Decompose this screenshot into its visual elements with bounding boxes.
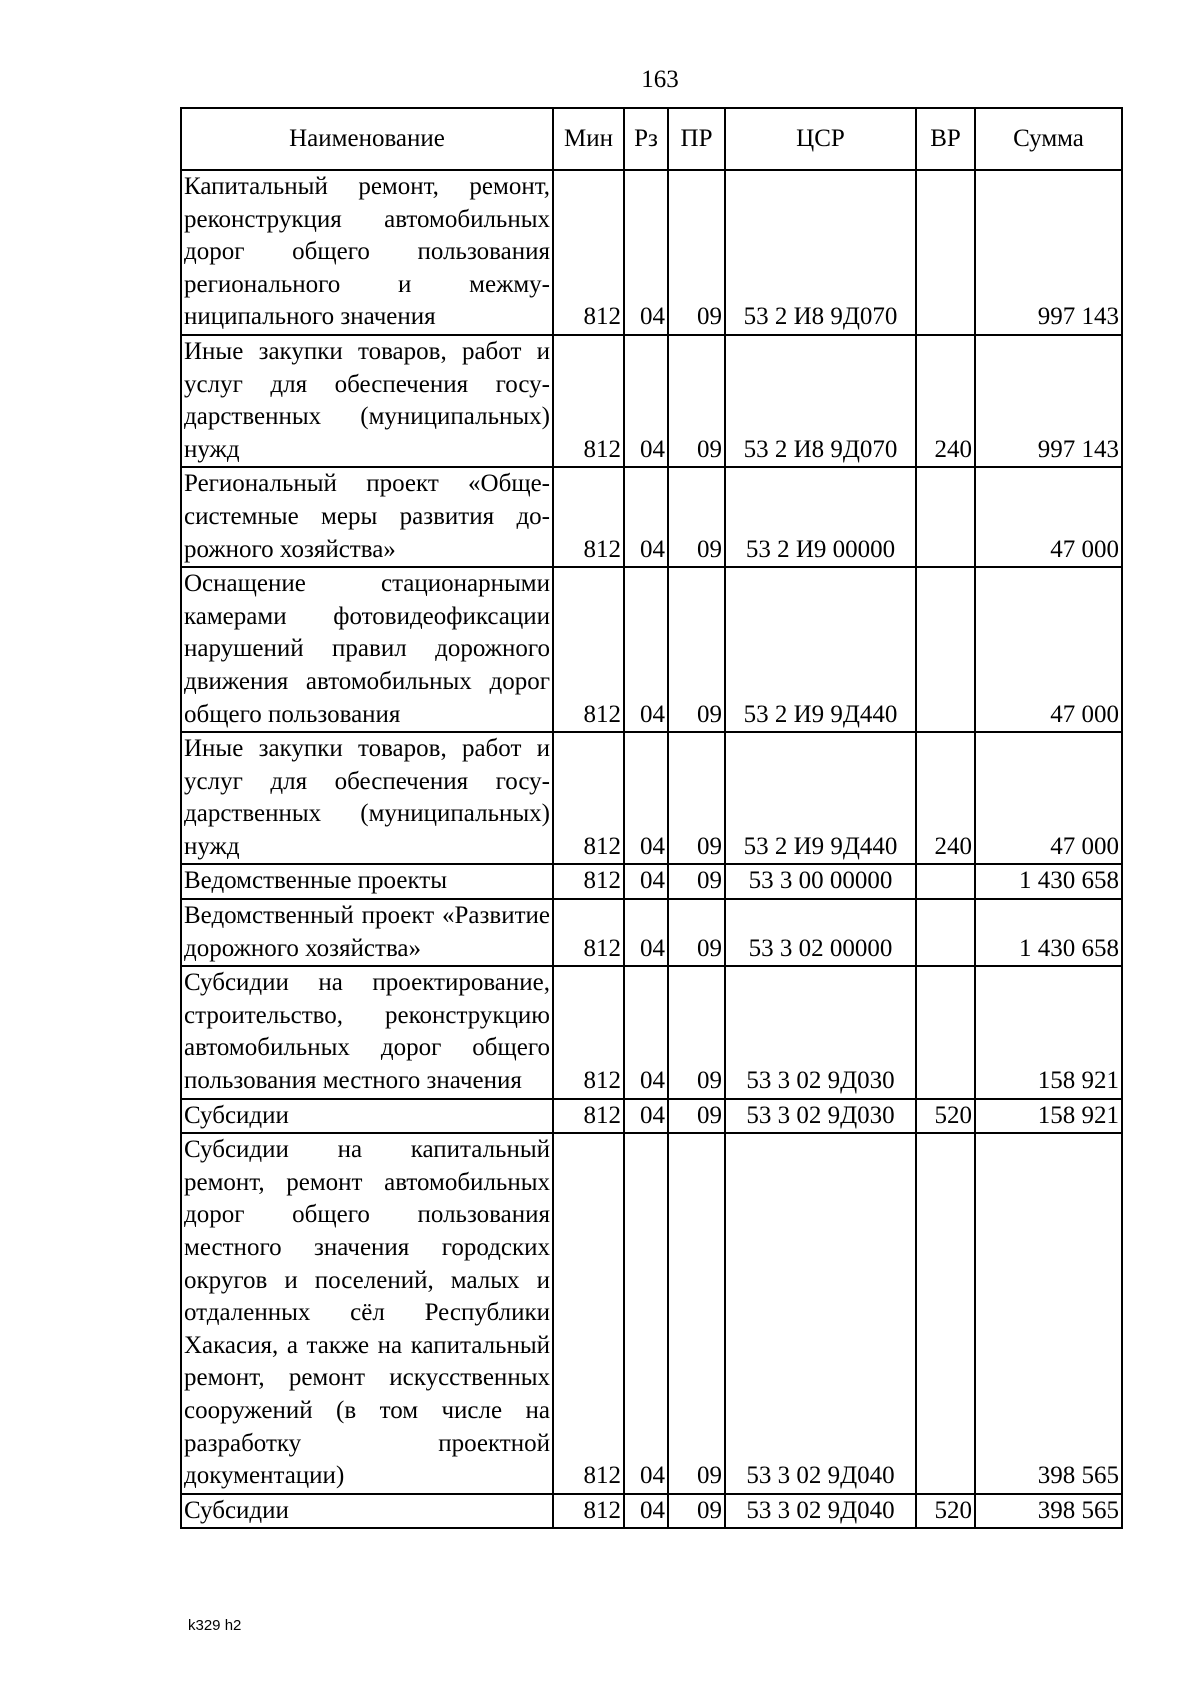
row-pr: 09 bbox=[668, 966, 725, 1098]
row-sum: 398 565 bbox=[975, 1133, 1122, 1494]
row-vr bbox=[916, 1133, 975, 1494]
row-pr: 09 bbox=[668, 899, 725, 966]
row-sum: 398 565 bbox=[975, 1494, 1122, 1529]
row-vr bbox=[916, 864, 975, 899]
row-csr: 53 3 02 9Д040 bbox=[725, 1133, 916, 1494]
row-name: Субсидии bbox=[181, 1099, 553, 1134]
row-rz: 04 bbox=[624, 864, 668, 899]
table-row bbox=[181, 864, 1122, 899]
row-pr: 09 bbox=[668, 1494, 725, 1529]
row-sum: 1 430 658 bbox=[975, 864, 1122, 899]
row-min: 812 bbox=[553, 170, 624, 335]
row-min: 812 bbox=[553, 864, 624, 899]
row-name: Капитальный ремонт, ремонт, реконструкция автомобильных дорог общего пользования регионального и межмуниципального значения bbox=[181, 170, 553, 335]
row-name: Иные закупки товаров, работ и услуг для обеспечения государственных (муниципальных) нужд bbox=[181, 732, 553, 864]
row-name: Субсидии bbox=[181, 1494, 553, 1529]
row-pr: 09 bbox=[668, 335, 725, 467]
row-min: 812 bbox=[553, 1099, 624, 1134]
row-sum: 47 000 bbox=[975, 467, 1122, 567]
row-csr: 53 3 02 00000 bbox=[725, 899, 916, 966]
footer-code: k329 h2 bbox=[188, 1617, 242, 1634]
table-row bbox=[181, 899, 1122, 966]
row-min: 812 bbox=[553, 467, 624, 567]
table-row bbox=[181, 567, 1122, 732]
row-vr bbox=[916, 899, 975, 966]
row-sum: 1 430 658 bbox=[975, 899, 1122, 966]
row-name: Региональный проект «Общесистемные меры развития дорожного хозяйства» bbox=[181, 467, 553, 567]
row-rz: 04 bbox=[624, 899, 668, 966]
row-csr: 53 3 02 9Д040 bbox=[725, 1494, 916, 1529]
row-min: 812 bbox=[553, 1133, 624, 1494]
row-min: 812 bbox=[553, 567, 624, 732]
row-pr: 09 bbox=[668, 567, 725, 732]
row-sum: 997 143 bbox=[975, 170, 1122, 335]
row-rz: 04 bbox=[624, 467, 668, 567]
row-vr bbox=[916, 567, 975, 732]
table-row bbox=[181, 1133, 1122, 1494]
row-csr: 53 2 И9 00000 bbox=[725, 467, 916, 567]
row-pr: 09 bbox=[668, 170, 725, 335]
row-name: Иные закупки товаров, работ и услуг для обеспечения государственных (муниципальных) нужд bbox=[181, 335, 553, 467]
row-vr bbox=[916, 170, 975, 335]
row-pr: 09 bbox=[668, 732, 725, 864]
row-name: Ведомственный проект «Развитие дорожного хозяйства» bbox=[181, 899, 553, 966]
row-rz: 04 bbox=[624, 170, 668, 335]
row-vr: 520 bbox=[916, 1494, 975, 1529]
row-pr: 09 bbox=[668, 1133, 725, 1494]
row-name: Субсидии на проектирование, строительство, реконструкцию автомобильных дорог общего пользования местного значения bbox=[181, 966, 553, 1098]
row-vr: 520 bbox=[916, 1099, 975, 1134]
row-sum: 997 143 bbox=[975, 335, 1122, 467]
row-vr bbox=[916, 467, 975, 567]
row-sum: 47 000 bbox=[975, 732, 1122, 864]
row-name: Ведомственные проекты bbox=[181, 864, 553, 899]
row-csr: 53 3 00 00000 bbox=[725, 864, 916, 899]
row-rz: 04 bbox=[624, 335, 668, 467]
table-row bbox=[181, 467, 1122, 567]
row-vr: 240 bbox=[916, 335, 975, 467]
table-row bbox=[181, 966, 1122, 1098]
table-row bbox=[181, 1099, 1122, 1134]
row-min: 812 bbox=[553, 966, 624, 1098]
row-sum: 47 000 bbox=[975, 567, 1122, 732]
row-rz: 04 bbox=[624, 1099, 668, 1134]
table-row bbox=[181, 732, 1122, 864]
row-csr: 53 3 02 9Д030 bbox=[725, 966, 916, 1098]
col-header-rz: Рз bbox=[624, 108, 668, 170]
page-number: 163 bbox=[641, 66, 679, 93]
row-name: Субсидии на капитальный ремонт, ремонт автомобильных дорог общего пользования местного значения городских округов и поселений, малых и отдаленных сёл Республики Хакасия, а также на капитальный ремонт, ремонт искусственных сооружений (в том числе на разработку проектной документации) bbox=[181, 1133, 553, 1494]
row-vr: 240 bbox=[916, 732, 975, 864]
row-sum: 158 921 bbox=[975, 1099, 1122, 1134]
row-min: 812 bbox=[553, 1494, 624, 1529]
row-csr: 53 3 02 9Д030 bbox=[725, 1099, 916, 1134]
row-min: 812 bbox=[553, 732, 624, 864]
table-row bbox=[181, 170, 1122, 335]
row-csr: 53 2 И9 9Д440 bbox=[725, 732, 916, 864]
table-row bbox=[181, 1494, 1122, 1529]
row-pr: 09 bbox=[668, 864, 725, 899]
row-csr: 53 2 И9 9Д440 bbox=[725, 567, 916, 732]
col-header-sum: Сумма bbox=[975, 108, 1122, 170]
row-min: 812 bbox=[553, 335, 624, 467]
row-vr bbox=[916, 966, 975, 1098]
col-header-min: Мин bbox=[553, 108, 624, 170]
row-pr: 09 bbox=[668, 467, 725, 567]
row-pr: 09 bbox=[668, 1099, 725, 1134]
header-row bbox=[181, 108, 1122, 170]
row-csr: 53 2 И8 9Д070 bbox=[725, 170, 916, 335]
row-rz: 04 bbox=[624, 1133, 668, 1494]
table-row bbox=[181, 335, 1122, 467]
row-rz: 04 bbox=[624, 1494, 668, 1529]
col-header-vr: ВР bbox=[916, 108, 975, 170]
col-header-pr: ПР bbox=[668, 108, 725, 170]
col-header-name: Наименование bbox=[181, 108, 553, 170]
row-min: 812 bbox=[553, 899, 624, 966]
row-name: Оснащение стационарными камерами фотовидеофиксации нарушений правил дорожного движения автомобильных дорог общего пользования bbox=[181, 567, 553, 732]
row-csr: 53 2 И8 9Д070 bbox=[725, 335, 916, 467]
row-rz: 04 bbox=[624, 966, 668, 1098]
row-sum: 158 921 bbox=[975, 966, 1122, 1098]
col-header-csr: ЦСР bbox=[725, 108, 916, 170]
row-rz: 04 bbox=[624, 732, 668, 864]
budget-table bbox=[180, 107, 1123, 1529]
row-rz: 04 bbox=[624, 567, 668, 732]
